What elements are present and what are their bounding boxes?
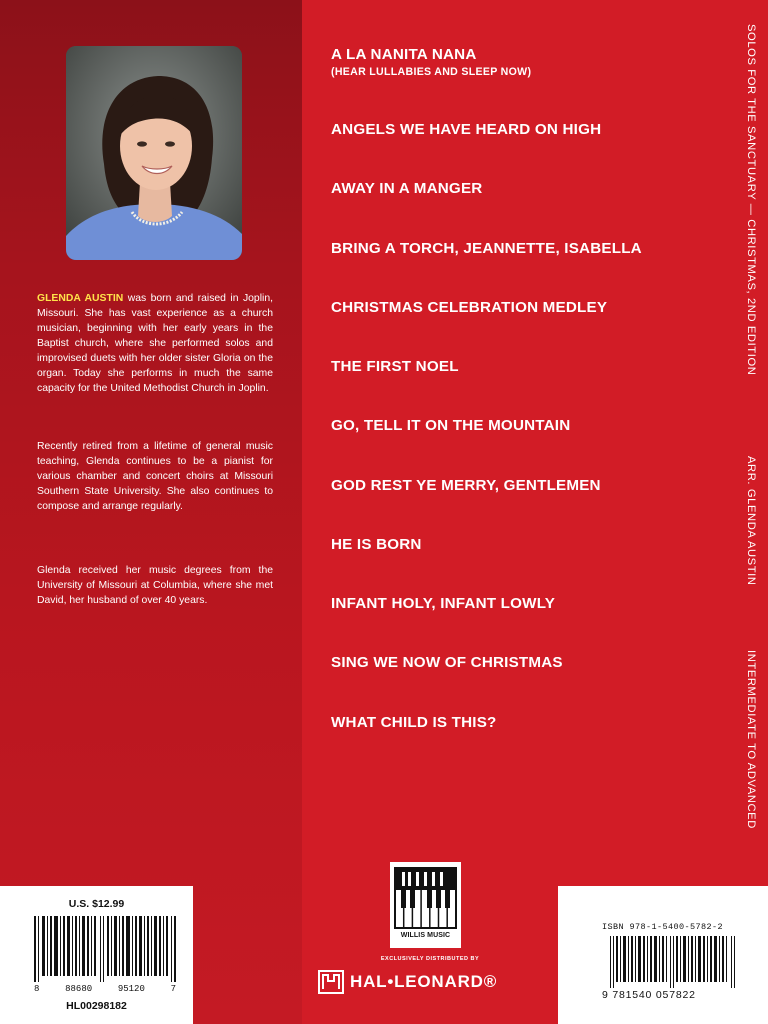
upc-digit-group: 8 bbox=[34, 984, 40, 994]
song-item: THE FIRST NOEL bbox=[331, 358, 459, 375]
isbn-label: ISBN 978-1-5400-5782-2 bbox=[602, 922, 724, 932]
isbn-digits: 9 781540 057822 bbox=[602, 989, 696, 1001]
willis-music-logo bbox=[390, 862, 461, 948]
hal-leonard-icon bbox=[318, 970, 344, 994]
author-portrait bbox=[66, 46, 242, 260]
isbn-barcode-box bbox=[558, 886, 768, 1024]
hal-leonard-logo bbox=[318, 970, 548, 994]
song-item: GOD REST YE MERRY, GENTLEMEN bbox=[331, 477, 601, 494]
upc-digit-group: 7 bbox=[170, 984, 176, 994]
bio-paragraph-1-text: was born and raised in Joplin, Missouri. She has vast experience as a church musician, beginning with her early years in the Baptist church, where she performed solos and improvised duets with her older sister Gloria on the organ. Today she performs in much the same capacity for the United Methodist Church in Joplin. bbox=[37, 293, 273, 394]
upc-digits bbox=[34, 984, 176, 994]
distributed-by-label: EXCLUSIVELY DISTRIBUTED BY bbox=[380, 956, 480, 962]
price-barcode-box bbox=[0, 886, 193, 1024]
distributor-name: HAL•LEONARD® bbox=[350, 972, 498, 991]
upc-barcode bbox=[34, 916, 176, 982]
song-item: A LA NANITA NANA bbox=[331, 46, 477, 63]
author-name: GLENDA AUSTIN bbox=[37, 293, 124, 304]
right-panel bbox=[302, 0, 768, 1024]
hal-leonard-glyph bbox=[320, 972, 342, 992]
piano-keys-icon bbox=[390, 862, 461, 932]
song-item: BRING A TORCH, JEANNETTE, ISABELLA bbox=[331, 240, 642, 257]
spine-text bbox=[741, 24, 761, 864]
song-item: ANGELS WE HAVE HEARD ON HIGH bbox=[331, 121, 602, 138]
spine-level: INTERMEDIATE TO ADVANCED bbox=[745, 650, 757, 829]
publisher-logo-text: WILLIS MUSIC bbox=[400, 932, 451, 939]
upc-digit-group: 88680 bbox=[65, 984, 93, 994]
isbn-barcode bbox=[610, 936, 738, 988]
bio-paragraph-3: Glenda received her music degrees from the University of Missouri at Columbia, where she met David, her husband of over 40 years. bbox=[37, 565, 273, 606]
song-subtitle: (HEAR LULLABIES AND SLEEP NOW) bbox=[331, 66, 532, 78]
spine-arranger: ARR. GLENDA AUSTIN bbox=[745, 456, 757, 586]
song-item: AWAY IN A MANGER bbox=[331, 180, 483, 197]
bio-paragraph-1 bbox=[37, 291, 273, 396]
song-item: CHRISTMAS CELEBRATION MEDLEY bbox=[331, 299, 608, 316]
spine-title: SOLOS FOR THE SANCTUARY — CHRISTMAS, 2ND EDITION bbox=[745, 24, 757, 376]
song-item: GO, TELL IT ON THE MOUNTAIN bbox=[331, 417, 571, 434]
song-item: WHAT CHILD IS THIS? bbox=[331, 714, 497, 731]
bio-paragraph-2: Recently retired from a lifetime of general music teaching, Glenda continues to be a pianist for various chamber and concert choirs at Missouri Southern State University. She also continues to compose and arrange regularly. bbox=[37, 441, 273, 512]
product-code: HL00298182 bbox=[66, 1000, 127, 1012]
upc-digit-group: 95120 bbox=[117, 984, 145, 994]
song-item: HE IS BORN bbox=[331, 536, 422, 553]
song-item: SING WE NOW OF CHRISTMAS bbox=[331, 654, 563, 671]
author-photo bbox=[66, 46, 242, 260]
song-item: INFANT HOLY, INFANT LOWLY bbox=[331, 595, 556, 612]
price-label: U.S. $12.99 bbox=[68, 898, 125, 910]
